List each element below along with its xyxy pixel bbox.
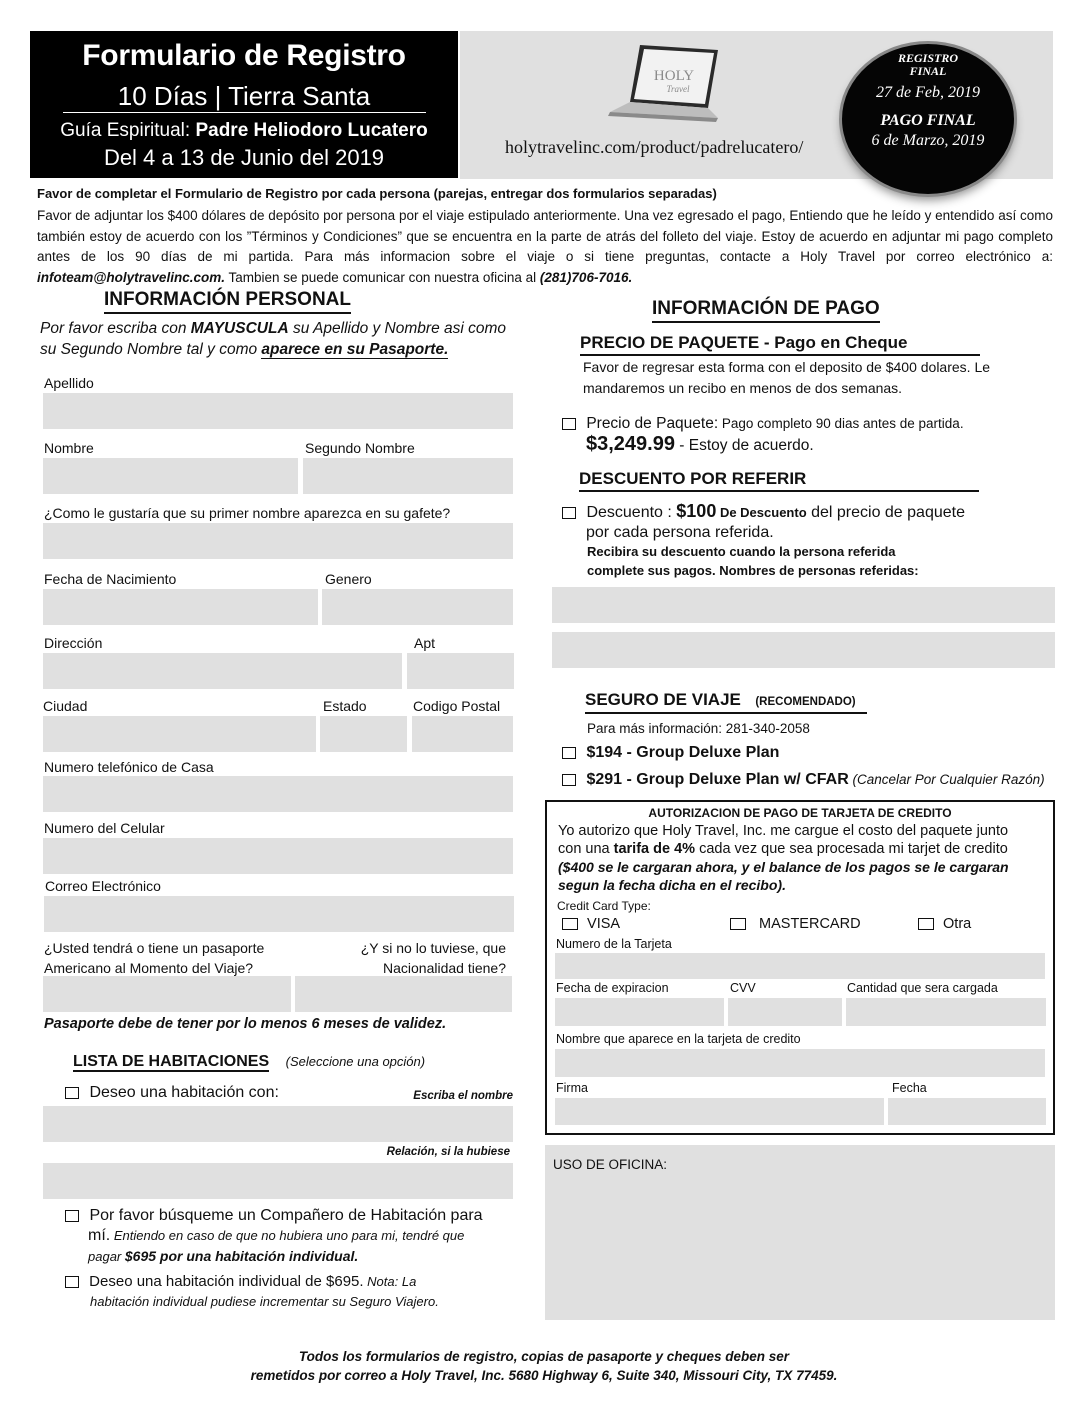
- intro-text-3: su Segundo Nombre tal y como: [40, 341, 262, 358]
- package-note: [583, 357, 990, 399]
- apellido-label: Apellido: [44, 375, 94, 391]
- codigo-postal-field[interactable]: [412, 716, 513, 752]
- pasaporte-field[interactable]: [43, 976, 291, 1012]
- genero-field[interactable]: [322, 589, 513, 625]
- room-option-with[interactable]: [65, 1084, 279, 1102]
- referral-heading: DESCUENTO POR REFERIR: [579, 469, 807, 488]
- pasaporte-q2: Americano al Momento del Viaje?: [44, 960, 254, 976]
- guide-name: Padre Heliodoro Lucatero: [195, 120, 428, 141]
- cc-type-label: Credit Card Type:: [557, 899, 651, 913]
- registro-label: [842, 52, 1014, 78]
- personal-info-heading: INFORMACIÓN PERSONAL: [104, 289, 351, 314]
- footer-line-1: Todos los formularios de registro, copias de pasaporte y cheques deben ser: [298, 1349, 790, 1364]
- insurance-recommended: (RECOMENDADO): [755, 696, 856, 708]
- instructions-text: Favor de adjuntar los $400 dólares de depósito por persona por el viaje estipulado anteriormente. Una vez egresado el pago, Entiendo que he leído y entendido así como también estoy de acuerdo con los ”Términos y Condiciones” que se encuentra en la parte de atrás del folleto del viaje. Estoy de acuerdo en adjuntar mi pago completo antes de los 90 días de mi partida. Para más informacion sobre el viaje o si tiene preguntas, contacte a Holy Travel por correo electrónico a:: [37, 208, 1053, 264]
- office-use-label: USO DE OFICINA:: [553, 1157, 668, 1172]
- package-heading-rule: [580, 354, 980, 356]
- cc-authorization-text: [558, 822, 1009, 894]
- cc-auth-4: segun la fecha dicha en el recibo).: [558, 877, 786, 893]
- name-on-card-field[interactable]: [555, 1049, 1045, 1077]
- office-use-box: [545, 1145, 1055, 1320]
- referral-heading-rule: [579, 490, 979, 492]
- visa-label: VISA: [587, 916, 621, 932]
- correo-field[interactable]: [44, 896, 514, 932]
- referral-text: del precio de paquete: [806, 504, 965, 521]
- amount-field[interactable]: [846, 998, 1046, 1026]
- single-room-cost-note: $695 por una habitación individual.: [124, 1248, 359, 1264]
- plan-1-price: $194: [586, 744, 623, 761]
- insurance-heading-rule: [585, 712, 867, 714]
- cvv-field[interactable]: [728, 998, 842, 1026]
- codigo-postal-label: Codigo Postal: [413, 698, 501, 714]
- deadline-badge: [842, 44, 1014, 194]
- nombre-label: Nombre: [44, 440, 94, 456]
- ciudad-label: Ciudad: [43, 698, 88, 714]
- registro-label-1: REGISTRO: [897, 51, 959, 65]
- apt-field[interactable]: [407, 653, 514, 689]
- direccion-field[interactable]: [43, 653, 402, 689]
- cc-auth-3: ($400 se le cargaran ahora, y el balance de los pagos se le cargaran: [558, 859, 1009, 875]
- trip-dates: Del 4 a 13 de Junio del 2019: [103, 145, 385, 170]
- form-title: Formulario de Registro: [82, 39, 406, 72]
- guide-label: Guía Espiritual:: [60, 120, 191, 141]
- instructions-text-2: Tambien se puede comunicar con nuestra oficina al: [224, 269, 540, 285]
- insurance-header: [585, 690, 856, 710]
- mastercard-label: MASTERCARD: [759, 916, 861, 932]
- cc-type-mastercard[interactable]: [730, 916, 861, 932]
- room-with-checkbox[interactable]: [65, 1087, 79, 1099]
- pago-date: 6 de Marzo, 2019: [871, 132, 985, 149]
- name-on-card-label: Nombre que aparece en la tarjeta de credito: [556, 1032, 801, 1046]
- single-room-label: Deseo una habitación individual de $695.: [89, 1273, 364, 1290]
- mastercard-checkbox[interactable]: [730, 918, 746, 930]
- laptop-logo-icon: [600, 40, 725, 130]
- footer-line-2: remetidos por correo a Holy Travel, Inc. 5680 Highway 6, Suite 340, Missouri City, TX 77459.: [250, 1368, 838, 1383]
- insurance-plan-1[interactable]: [562, 742, 779, 763]
- single-room-checkbox[interactable]: [65, 1276, 79, 1288]
- fecha-nacimiento-label: Fecha de Nacimiento: [44, 571, 177, 587]
- card-number-label: Numero de la Tarjeta: [556, 937, 672, 951]
- personal-intro: [40, 318, 506, 360]
- intro-text: Por favor escriba con: [40, 320, 191, 337]
- nacionalidad-question: [330, 938, 506, 978]
- cvv-label: CVV: [730, 981, 756, 995]
- celular-label: Numero del Celular: [44, 820, 165, 836]
- gafete-field[interactable]: [43, 523, 513, 559]
- amount-label: Cantidad que sera cargada: [847, 981, 998, 995]
- find-roommate-note: Entiendo en caso de que no hubiera uno para mi, tendré que: [110, 1228, 465, 1243]
- segundo-nombre-label: Segundo Nombre: [305, 440, 415, 456]
- find-roommate-label-2: mí.: [88, 1227, 111, 1244]
- find-roommate-label: Por favor búsqueme un Compañero de Habitación para: [89, 1207, 483, 1224]
- expiration-field[interactable]: [555, 998, 724, 1026]
- room-option-single[interactable]: [65, 1272, 439, 1312]
- tel-casa-label: Numero telefónico de Casa: [44, 759, 214, 775]
- contact-phone: (281)706-7016.: [539, 269, 633, 285]
- fecha-nacimiento-field[interactable]: [43, 589, 318, 625]
- cc-date-label: Fecha: [892, 1081, 927, 1095]
- package-note-1: Favor de regresar esta forma con el deposito de $400 dolares. Le: [583, 359, 991, 375]
- referral-label: Descuento :: [586, 504, 677, 521]
- estado-label: Estado: [323, 698, 367, 714]
- package-agree: - Estoy de acuerdo.: [674, 437, 814, 454]
- visa-checkbox[interactable]: [562, 918, 578, 930]
- plan-2-price: $291: [586, 771, 623, 788]
- rooms-header: [73, 1053, 425, 1071]
- pasaporte-q1: ¿Usted tendrá o tiene un pasaporte: [44, 940, 265, 956]
- pasaporte-question: [44, 938, 264, 978]
- find-roommate-checkbox[interactable]: [65, 1210, 79, 1222]
- plan-2-checkbox[interactable]: [562, 774, 576, 786]
- logo-sub: Travel: [666, 84, 690, 94]
- plan-2-note: (Cancelar Por Cualquier Razón): [848, 772, 1045, 787]
- intro-text-2: su Apellido y Nombre asi como: [288, 320, 507, 337]
- referral-discount-label: De Descuento: [716, 505, 807, 520]
- signature-field[interactable]: [555, 1098, 884, 1125]
- referral-note-1: Recibira su descuento cuando la persona referida: [587, 544, 896, 559]
- plan-1-checkbox[interactable]: [562, 747, 576, 759]
- relation-hint: Relación, si la hubiese: [386, 1146, 510, 1158]
- referral-text-2: por cada persona referida.: [586, 524, 774, 541]
- package-heading: PRECIO DE PAQUETE - Pago en Cheque: [580, 333, 908, 352]
- contact-email[interactable]: infoteam@holytravelinc.com.: [37, 269, 225, 285]
- nacionalidad-q1: ¿Y si no lo tuviese, que: [360, 940, 506, 956]
- mailing-footer: [0, 1347, 1088, 1385]
- nombre-field[interactable]: [43, 458, 298, 494]
- package-option[interactable]: [562, 413, 964, 456]
- instructions-body: [37, 206, 1053, 288]
- title-divider: [63, 112, 426, 113]
- apt-label: Apt: [414, 635, 436, 651]
- intro-passport: aparece en su Pasaporte.: [261, 341, 449, 358]
- package-note-2: mandaremos un recibo en menos de dos semanas.: [583, 380, 903, 396]
- cc-auth-2c: cada vez que sea procesada mi tarjet de credito: [695, 841, 1008, 857]
- relation-field[interactable]: [43, 1163, 513, 1199]
- cc-auth-2a: con una: [558, 841, 614, 857]
- rooms-heading: LISTA DE HABITACIONES: [73, 1053, 270, 1070]
- package-option-label: Precio de Paquete:: [586, 415, 719, 432]
- package-option-terms: Pago completo 90 dias antes de partida.: [718, 416, 964, 431]
- other-card-checkbox[interactable]: [918, 918, 934, 930]
- title-banner: [30, 31, 458, 178]
- registro-date: 27 de Feb, 2019: [876, 84, 980, 101]
- intro-caps: MAYUSCULA: [190, 320, 289, 337]
- roommate-name-field[interactable]: [43, 1106, 513, 1142]
- cc-heading: AUTORIZACION DE PAGO DE TARJETA DE CREDITO: [648, 806, 952, 820]
- genero-label: Genero: [325, 571, 372, 587]
- referral-amount: $100: [676, 501, 717, 521]
- logo-text: HOLY: [653, 68, 695, 84]
- nacionalidad-q2: Nacionalidad tiene?: [383, 960, 506, 976]
- package-price: $3,249.99: [586, 433, 675, 455]
- pago-label: PAGO FINAL: [880, 112, 976, 129]
- room-with-label: Deseo una habitación con:: [89, 1084, 279, 1101]
- referral-note: [587, 542, 919, 580]
- find-roommate-note-2: pagar: [88, 1249, 125, 1264]
- trip-url[interactable]: holytravelinc.com/product/padrelucatero/: [505, 137, 804, 157]
- trip-subtitle: 10 Días | Tierra Santa: [117, 81, 371, 111]
- correo-label: Correo Electrónico: [45, 878, 161, 894]
- rooms-hint: (Seleccione una opción): [285, 1054, 426, 1069]
- plan-2-name: - Group Deluxe Plan w/ CFAR: [622, 771, 849, 788]
- insurance-heading: SEGURO DE VIAJE: [585, 690, 741, 709]
- payment-info-heading: INFORMACIÓN DE PAGO: [652, 298, 880, 323]
- gafete-label: ¿Como le gustaría que su primer nombre aparezca en su gafete?: [44, 505, 451, 521]
- single-room-note-2: habitación individual pudiese incrementar su Seguro Viajero.: [90, 1294, 439, 1309]
- card-number-field[interactable]: [555, 953, 1045, 979]
- cc-date-field[interactable]: [888, 1098, 1046, 1125]
- single-room-note: Nota: La: [363, 1274, 417, 1289]
- other-card-label: Otra: [943, 916, 972, 932]
- tel-casa-field[interactable]: [43, 776, 513, 812]
- referral-name-field-1[interactable]: [552, 587, 1055, 623]
- direccion-label: Dirección: [44, 635, 103, 651]
- passport-validity-note: Pasaporte debe de tener por lo menos 6 meses de validez.: [44, 1016, 447, 1032]
- cc-auth-2: [558, 840, 1009, 858]
- registro-label-2: FINAL: [909, 64, 947, 78]
- referral-note-2: complete sus pagos. Nombres de personas referidas:: [587, 563, 919, 578]
- apellido-field[interactable]: [43, 393, 513, 429]
- spiritual-guide: [30, 120, 458, 142]
- segundo-nombre-field[interactable]: [303, 458, 513, 494]
- cc-type-other[interactable]: [918, 916, 971, 932]
- room-option-find-roommate[interactable]: [65, 1206, 483, 1267]
- cc-fee: tarifa de 4%: [613, 841, 696, 857]
- insurance-info: Para más información: 281-340-2058: [587, 721, 810, 736]
- referral-checkbox[interactable]: [562, 507, 576, 519]
- signature-label: Firma: [556, 1081, 588, 1095]
- ciudad-field[interactable]: [43, 716, 316, 752]
- nacionalidad-field[interactable]: [295, 976, 512, 1012]
- cc-auth-1: Yo autorizo que Holy Travel, Inc. me cargue el costo del paquete junto: [558, 823, 1009, 839]
- package-checkbox[interactable]: [562, 418, 576, 430]
- celular-field[interactable]: [43, 838, 513, 874]
- referral-option[interactable]: [562, 501, 965, 543]
- estado-field[interactable]: [320, 716, 407, 752]
- plan-1-name: - Group Deluxe Plan: [622, 744, 780, 761]
- cc-type-visa[interactable]: [562, 916, 620, 932]
- instructions-heading: Favor de completar el Formulario de Registro por cada persona (parejas, entregar dos formularios separadas): [37, 186, 717, 201]
- insurance-plan-2[interactable]: [562, 769, 1045, 790]
- expiration-label: Fecha de expiracion: [556, 981, 669, 995]
- name-hint: Escriba el nombre: [413, 1090, 513, 1102]
- referral-name-field-2[interactable]: [552, 632, 1055, 668]
